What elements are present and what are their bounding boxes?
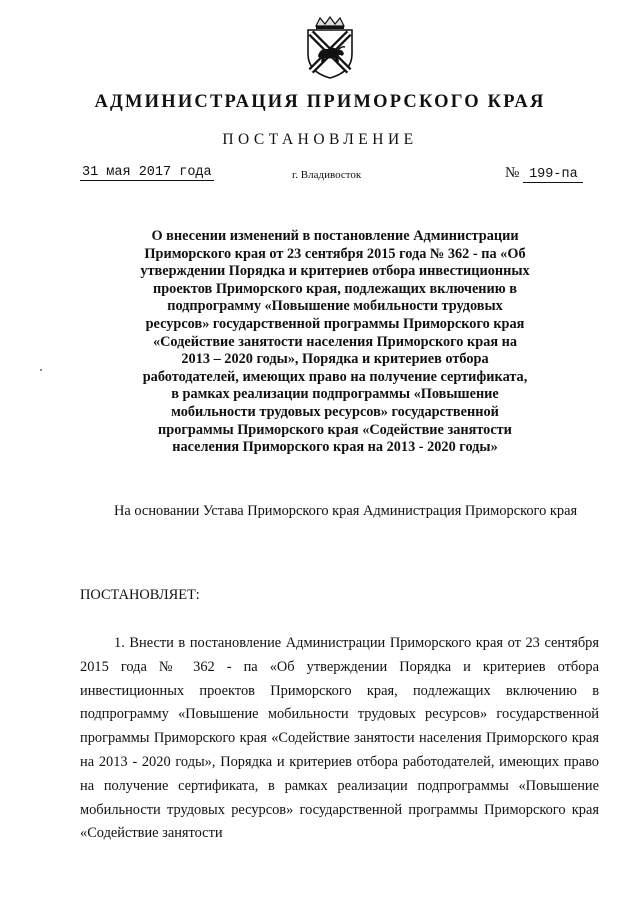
coat-of-arms-icon xyxy=(302,16,358,80)
document-type: ПОСТАНОВЛЕНИЕ xyxy=(222,131,418,148)
resolves-heading: ПОСТАНОВЛЯЕТ: xyxy=(80,587,200,603)
item-1-paragraph: 1. Внести в постановление Администрации Приморского края от 23 сентября 2015 года № 362 - па «Об утверждении Порядка и критериев отбора инвестиционных проектов Приморского края, подлежащих включению в подпрограмму «Повышение мобильности трудовых ресурсов» государственной программы Приморского края «Содействие занятости населения Приморского края на 2013 - 2020 годы», Порядка и критериев отбора работодателей, имеющих право на получение сертификата, в рамках реализации подпрограммы «Повышение мобильности трудовых ресурсов» государственной программы Приморского края «Содействие занятости xyxy=(80,635,599,842)
document-date-value: 31 мая 2017 года xyxy=(82,165,212,180)
document-date xyxy=(80,165,214,181)
document-number xyxy=(505,165,583,183)
organization-name: АДМИНИСТРАЦИЯ ПРИМОРСКОГО КРАЯ xyxy=(94,92,546,112)
scan-speck xyxy=(40,369,42,371)
basis-paragraph: На основании Устава Приморского края Администрация Приморского края xyxy=(114,503,578,519)
document-number-label: № xyxy=(505,165,520,181)
document-number-value: 199-па xyxy=(523,168,583,183)
document-city: г. Владивосток xyxy=(292,169,362,181)
document-title: О внесении изменений в постановление Администрации Приморского края от 23 сентября 2015 года № 362 - па «Об утверждении Порядка и критериев отбора инвестиционных проектов Приморского края, подлежащих включению в подпрограмму «Повышение мобильности трудовых ресурсов» государственной программы Приморского края «Содействие занятости населения Приморского края на 2013 – 2020 годы», Порядка и критериев отбора работодателей, имеющих право на получение сертификата, в рамках реализации подпрограммы «Повышение мобильности трудовых ресурсов» государственной программы Приморского края «Содействие занятости населения Приморского края на 2013 - 2020 годы» xyxy=(140,228,530,456)
